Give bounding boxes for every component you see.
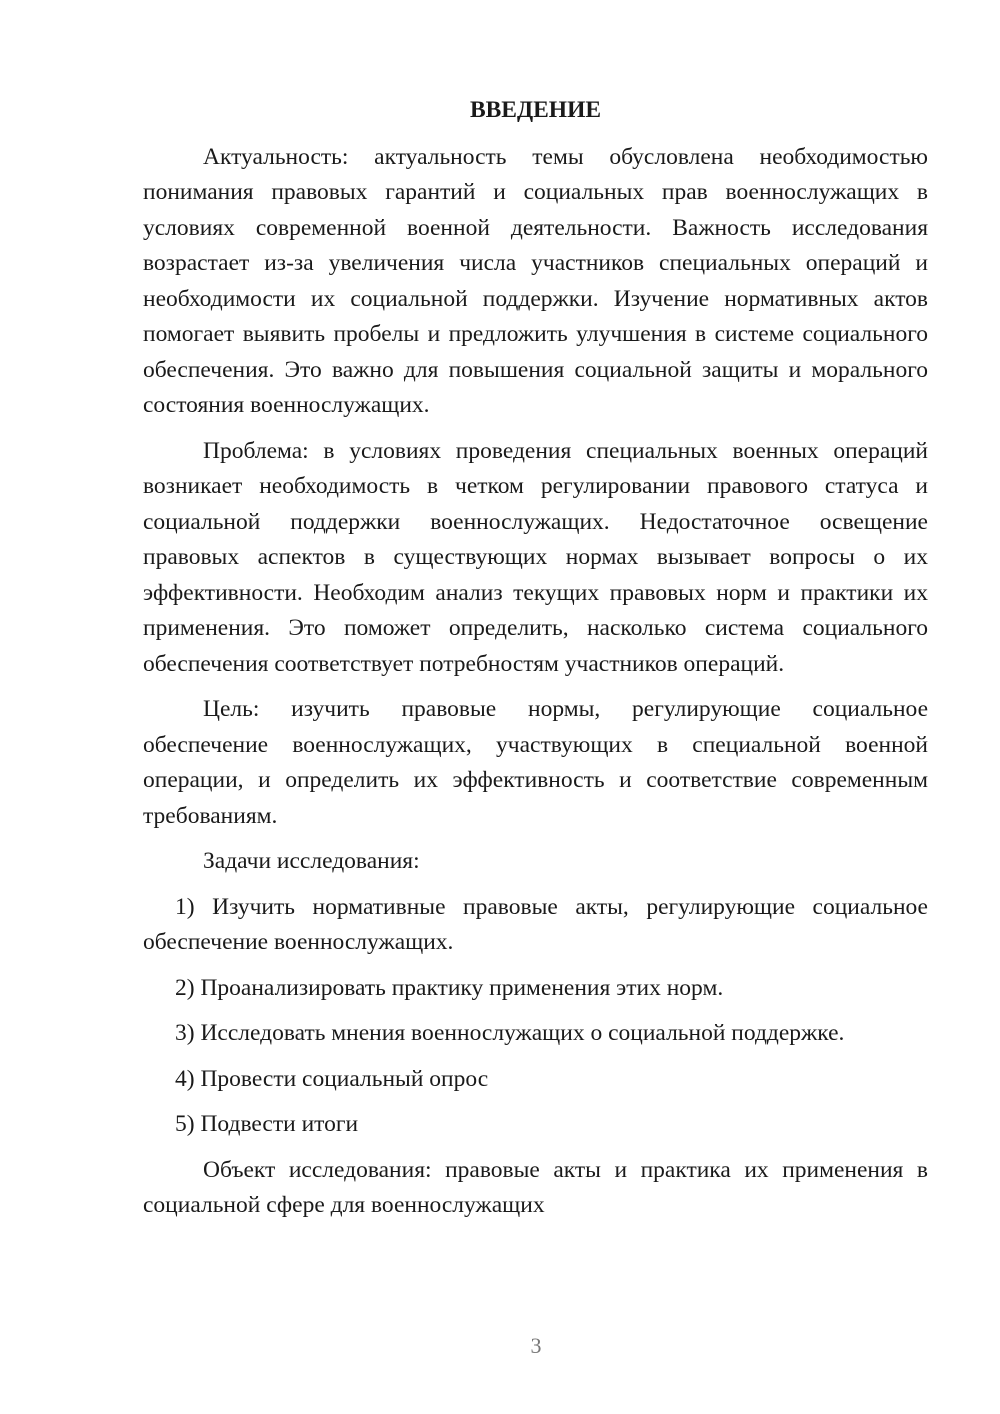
task-item: 5) Подвести итоги [175, 1111, 359, 1137]
section-title: ВВЕДЕНИЕ [469, 97, 602, 123]
task-item: 1) Изучить нормативные правовые акты, регулирующие социальное обеспечение военнослужащих. [143, 893, 928, 955]
tasks-heading: Задачи исследования: [203, 848, 420, 874]
paragraph-relevance: Актуальность: актуальность темы обусловлена необходимостью понимания правовых гарантий и социальных прав военнослужащих в условиях современной военной деятельности. Важность исследования возрастает из-за увеличения числа участников специальных операций и необходимости их социальной поддержки. Изучение нормативных актов помогает выявить пробелы и предложить улучшения в системе социального обеспечения. Это важно для повышения социальной защиты и морального состояния военнослужащих. [143, 143, 928, 418]
task-item: 4) Провести социальный опрос [175, 1065, 489, 1092]
page-number: 3 [530, 1333, 542, 1358]
paragraph-goal: Цель: изучить правовые нормы, регулирующие социальное обеспечение военнослужащих, участвующих в специальной военной операции, и определить их эффективность и соответствие современным требованиям. [143, 696, 928, 829]
paragraph-problem: Проблема: в условиях проведения специальных военных операций возникает необходимость в четком регулировании правового статуса и социальной поддержки военнослужащих. Недостаточное освещение правовых аспектов в существующих нормах вызывает вопросы о их эффективности. Необходим анализ текущих правовых норм и практики их применения. Это поможет определить, насколько система социального обеспечения соответствует потребностям участников операций. [143, 437, 928, 677]
paragraph-object: Объект исследования: правовые акты и практика их применения в социальной сфере для военнослужащих [143, 1156, 928, 1218]
task-item: 3) Исследовать мнения военнослужащих о социальной поддержке. [175, 1020, 845, 1046]
task-item: 2) Проанализировать практику применения этих норм. [175, 974, 724, 1001]
page-content [143, 93, 928, 1234]
